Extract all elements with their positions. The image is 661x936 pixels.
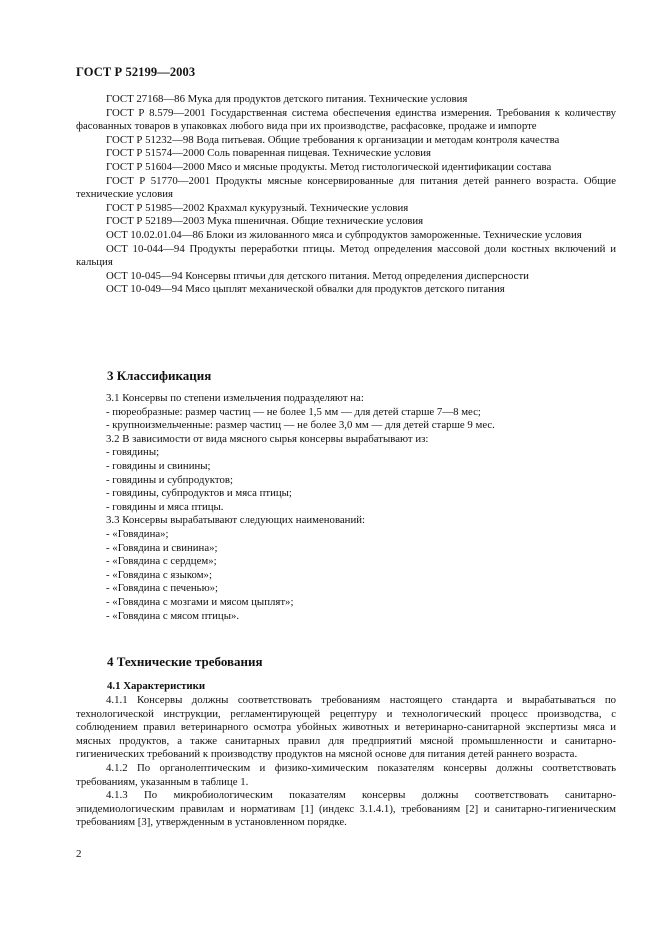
reference-item: ГОСТ Р 51574—2000 Соль поваренная пищевая. Технические условия: [106, 147, 431, 160]
reference-item: ГОСТ Р 51985—2002 Крахмал кукурузный. Технические условия: [106, 201, 409, 214]
classification-line: - говядины и мяса птицы.: [106, 500, 224, 513]
classification-line: - крупноизмельченные: размер частиц — не более 3,0 мм — для детей старше 9 мес.: [106, 419, 495, 432]
reference-item: ГОСТ Р 8.579—2001 Государственная система обеспечения единства измерения. Требования к количеству фасованных товаров в упаковках любого вида при их производстве, расфасовке, продаже и импорте: [76, 106, 616, 133]
classification-line: - «Говядина и свинина»;: [106, 541, 218, 554]
classification-line: - пюреобразные: размер частиц — не более 1,5 мм — для детей старше 7—8 мес;: [106, 405, 481, 418]
classification-line: 3.1 Консервы по степени измельчения подразделяют на:: [106, 392, 364, 404]
reference-item: ОСТ 10-045—94 Консервы птичьи для детского питания. Метод определения дисперсности: [106, 269, 529, 282]
classification-line: - говядины;: [106, 446, 160, 459]
reference-item: ГОСТ Р 52189—2003 Мука пшеничная. Общие технические условия: [106, 215, 424, 228]
reference-item: ОСТ 10-049—94 Мясо цыплят механической обвалки для продуктов детского питания: [106, 283, 505, 296]
normative-references: [76, 93, 616, 297]
reference-item: ГОСТ Р 51232—98 Вода питьевая. Общие требования к организации и методам контроля качества: [106, 133, 560, 146]
section-3-title: 3 Классификация: [107, 368, 212, 383]
requirement-paragraph: 4.1.2 По органолептическим и физико-химическим показателям консервы должны соответствовать требованиям, указанным в таблице 1.: [76, 761, 616, 788]
classification-line: - «Говядина»;: [106, 527, 169, 540]
requirement-paragraph: 4.1.3 По микробиологическим показателям консервы должны соответствовать санитарно-эпидемиологическим правилам и нормативам [1] (индекс 3.1.4.1), требованиям [2] и санитарно-гигиеническим требованиям [3], утвержденным в установленном порядке.: [76, 789, 616, 829]
reference-item: ОСТ 10.02.01.04—86 Блоки из жилованного мяса и субпродуктов замороженные. Технические условия: [106, 228, 582, 241]
section-4-body: [76, 694, 616, 830]
reference-item: ГОСТ Р 51770—2001 Продукты мясные консервированные для питания детей раннего возраста. Общие технические условия: [76, 174, 616, 201]
classification-line: - «Говядина с мясом птицы».: [106, 609, 240, 622]
requirement-paragraph: 4.1.1 Консервы должны соответствовать требованиям настоящего стандарта и вырабатываться по технологической инструкции, регламентирующей рецептуру и технологический процесс производства, с соблюдением правил ветеринарного осмотра убойных животных и ветеринарно-санитарной экспертизы мяса и мясных продуктов, а также санитарных правил для предприятий мясной промышленности и санитарно-гигиенических требований к производству продуктов на мясной основе для питания детей раннего возраста.: [76, 694, 616, 761]
classification-line: - «Говядина с языком»;: [106, 568, 212, 581]
reference-item: ОСТ 10-044—94 Продукты переработки птицы. Метод определения массовой доли костных включений и кальция: [76, 242, 616, 269]
classification-line: - «Говядина с сердцем»;: [106, 555, 217, 568]
page-number: 2: [76, 848, 82, 860]
classification-line: - говядины и субпродуктов;: [106, 473, 233, 486]
classification-line: 3.2 В зависимости от вида мясного сырья консервы вырабатывают из:: [106, 432, 429, 445]
classification-line: 3.3 Консервы вырабатывают следующих наименований:: [106, 514, 366, 527]
running-header: ГОСТ Р 52199—2003: [76, 65, 196, 79]
reference-item: ГОСТ Р 51604—2000 Мясо и мясные продукты. Метод гистологической идентификации состава: [106, 160, 552, 173]
reference-item: ГОСТ 27168—86 Мука для продуктов детского питания. Технические условия: [106, 93, 468, 105]
classification-line: - «Говядина с печенью»;: [106, 582, 219, 595]
classification-line: - говядины и свинины;: [106, 459, 211, 472]
classification-line: - «Говядина с мозгами и мясом цыплят»;: [106, 595, 294, 608]
classification-line: - говядины, субпродуктов и мяса птицы;: [106, 487, 292, 500]
section-4-title: 4 Технические требования: [107, 654, 263, 669]
section-3-body: [106, 392, 616, 623]
subsection-4-1-title: 4.1 Характеристики: [107, 680, 206, 692]
